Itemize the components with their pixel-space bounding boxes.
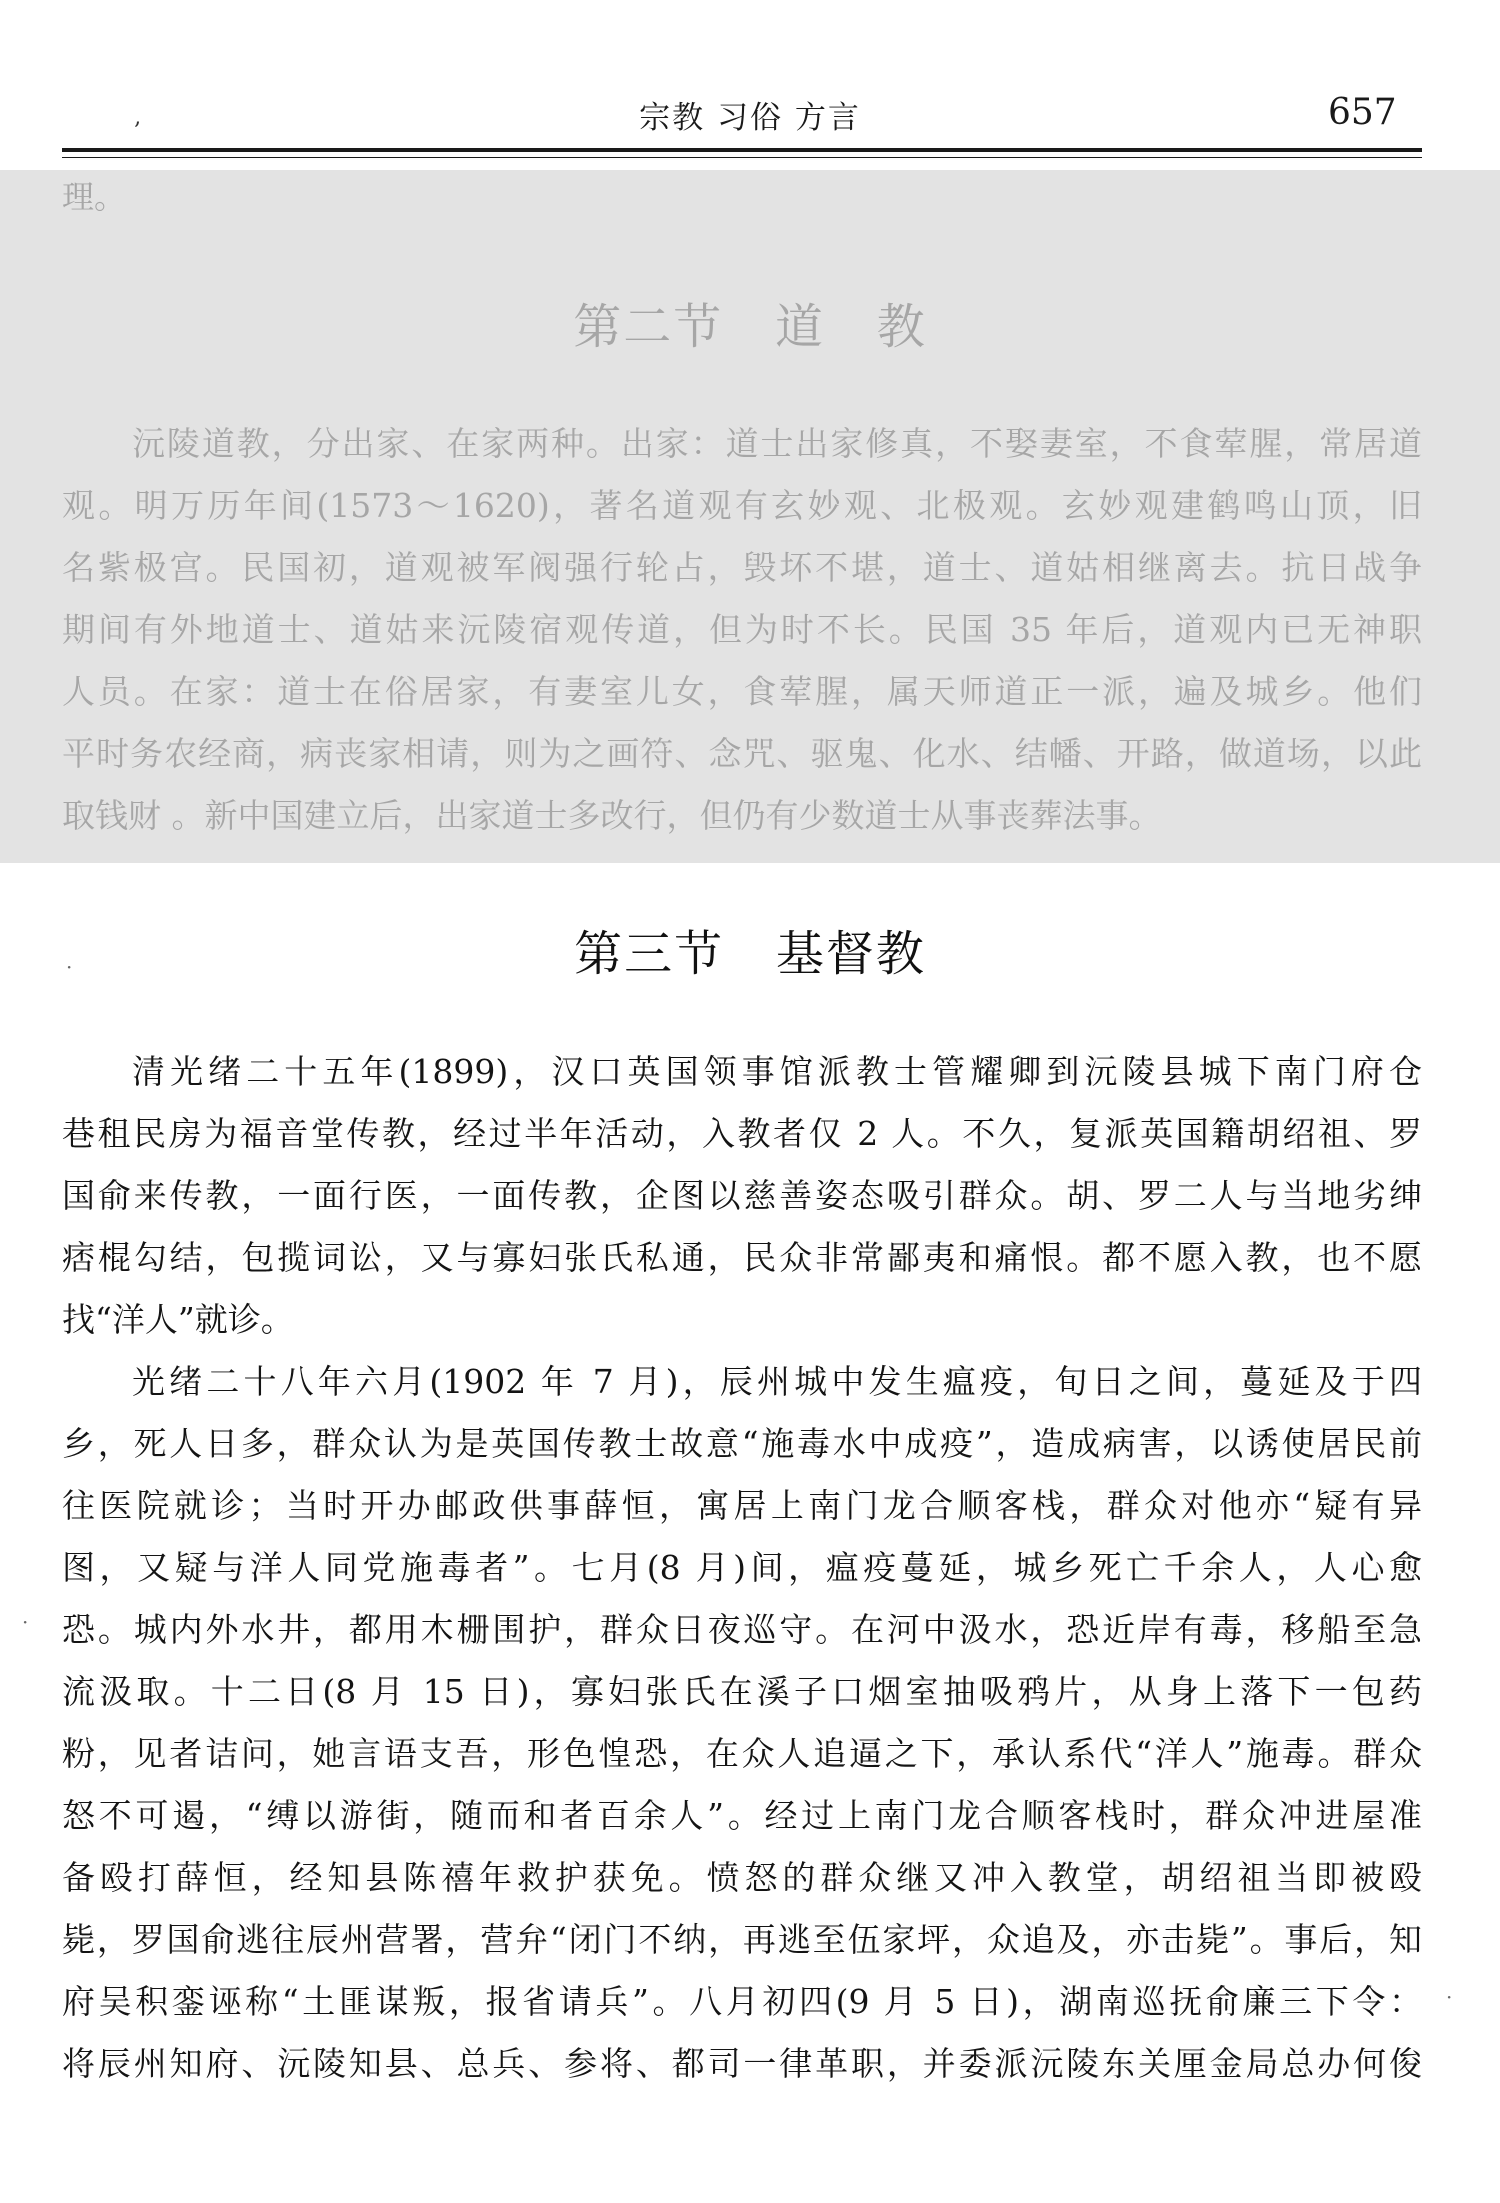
paragraph-line: 找“洋人”就诊。 <box>62 1300 294 1339</box>
paragraph-line: 毙，罗国俞逃往辰州营署，营弁“闭门不纳，再逃至伍家坪，众追及，亦击毙”。事后，知 <box>62 1920 1422 1959</box>
paragraph-line: 怒不可遏，“缚以游街，随而和者百余人”。经过上南门龙合顺客栈时，群众冲进屋准 <box>62 1796 1422 1835</box>
header-title: 宗教 习俗 方言 <box>639 100 861 136</box>
page-number: 657 <box>1328 92 1397 133</box>
paragraph-line: 往医院就诊；当时开办邮政供事薛恒，寓居上南门龙合顺客栈，群众对他亦“疑有异 <box>62 1486 1422 1525</box>
paragraph-line: 巷租民房为福音堂传教，经过半年活动，入教者仅 2 人。不久，复派英国籍胡绍祖、罗 <box>62 1114 1422 1153</box>
paragraph-line: 观。明万历年间(1573～1620)，著名道观有玄妙观、北极观。玄妙观建鹤鸣山顶，旧 <box>62 486 1422 525</box>
paragraph-line: 期间有外地道士、道姑来沅陵宿观传道，但为时不长。民国 35 年后，道观内已无神职 <box>62 610 1422 649</box>
paragraph-line: 清光绪二十五年(1899)，汉口英国领事馆派教士管耀卿到沅陵县城下南门府仓 <box>132 1052 1422 1091</box>
paragraph-line: 府吴积銮诬称“土匪谋叛，报省请兵”。八月初四(9 月 5 日)，湖南巡抚俞廉三下令： <box>62 1982 1422 2021</box>
running-header <box>0 0 1500 150</box>
carry-over-text: 理。 <box>62 178 127 216</box>
header-rule-thick <box>62 148 1422 152</box>
paragraph-line: 图，又疑与洋人同党施毒者”。七月(8 月)间，瘟疫蔓延，城乡死亡千余人，人心愈 <box>62 1548 1422 1587</box>
paragraph-line: 国俞来传教，一面行医，一面传教，企图以慈善姿态吸引群众。胡、罗二人与当地劣绅 <box>62 1176 1422 1215</box>
paragraph-line: 取钱财 。新中国建立后，出家道士多改行，但仍有少数道士从事丧葬法事。 <box>62 796 1162 835</box>
header-mark: ‚ <box>134 105 141 130</box>
paragraph-line: 名紫极宫。民国初，道观被军阀强行轮占，毁坏不堪，道士、道姑相继离去。抗日战争 <box>62 548 1422 587</box>
header-rule-thin <box>62 157 1422 158</box>
paragraph-line: 人员。在家：道士在俗居家，有妻室儿女，食荤腥，属天师道正一派，遍及城乡。他们 <box>62 672 1422 711</box>
paragraph-line: 光绪二十八年六月(1902 年 7 月)，辰州城中发生瘟疫，旬日之间，蔓延及于四 <box>132 1362 1422 1401</box>
paragraph-line: 粉，见者诘问，她言语支吾，形色惶恐，在众人追逼之下，承认系代“洋人”施毒。群众 <box>62 1734 1422 1773</box>
paragraph-line: 备殴打薛恒，经知县陈禧年救护获免。愤怒的群众继又冲入教堂，胡绍祖当即被殴 <box>62 1858 1422 1897</box>
paragraph-line: 恐。城内外水井，都用木栅围护，群众日夜巡守。在河中汲水，恐近岸有毒，移船至急 <box>62 1610 1422 1649</box>
paragraph-line: 沅陵道教，分出家、在家两种。出家：道士出家修真，不娶妻室，不食荤腥，常居道 <box>132 424 1422 463</box>
paragraph-line: 将辰州知府、沅陵知县、总兵、参将、都司一律革职，并委派沅陵东关厘金局总办何俊 <box>62 2044 1422 2083</box>
paragraph-line: 平时务农经商，病丧家相请，则为之画符、念咒、驱鬼、化水、结幡、开路，做道场，以此 <box>62 734 1422 773</box>
section-heading-christianity: 第三节 基督教 <box>574 926 926 982</box>
paragraph-line: 流汲取。十二日(8 月 15 日)，寡妇张氏在溪子口烟室抽吸鸦片，从身上落下一包药 <box>62 1672 1422 1711</box>
paragraph-line: 痞棍勾结，包揽词讼，又与寡妇张氏私通，民众非常鄙夷和痛恨。都不愿入教，也不愿 <box>62 1238 1422 1277</box>
paragraph-line: 乡，死人日多，群众认为是英国传教士故意“施毒水中成疫”，造成病害，以诱使居民前 <box>62 1424 1422 1463</box>
scan-mark: · <box>1446 1985 1453 2009</box>
scan-mark: · <box>22 1610 29 1634</box>
scan-mark: · <box>66 955 73 979</box>
section-heading-taoism: 第二节 道 教 <box>573 299 927 355</box>
